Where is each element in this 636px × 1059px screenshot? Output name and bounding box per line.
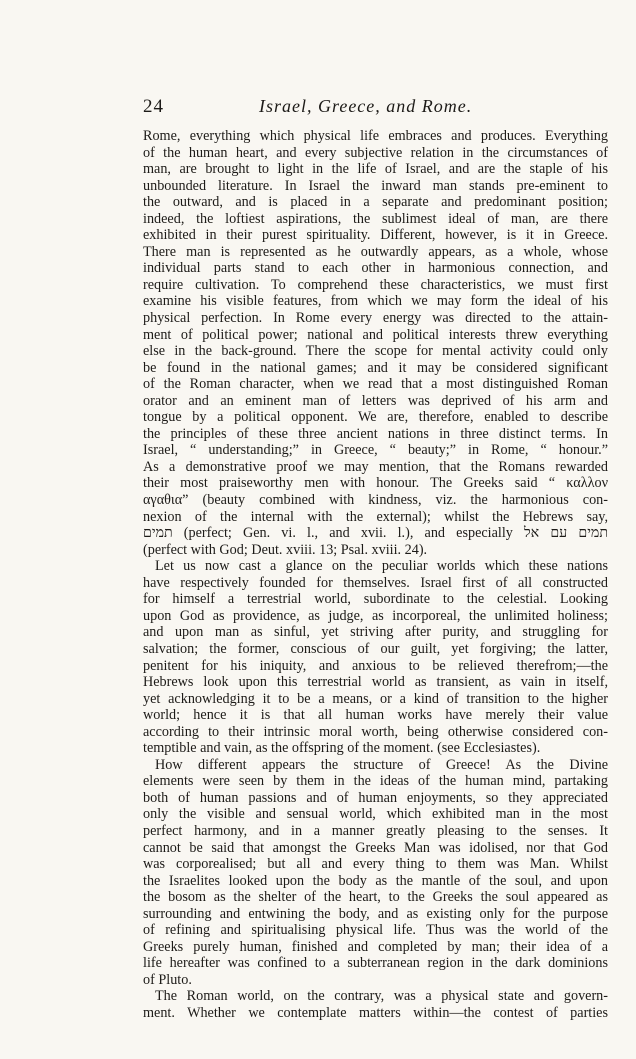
text-line: both of human passions and of human enjoyments, so they appreciated: [143, 789, 608, 806]
text-line: Hebrews look upon this terrestrial world as transient, as vain in itself,: [143, 674, 608, 691]
text-line: be found in the national games; and it may be considered significant: [143, 359, 608, 376]
text-line: according to their intrinsic moral worth, being otherwise considered con-: [143, 723, 608, 740]
text-line: nexion of the internal with the external); whilst the Hebrews say,: [143, 508, 608, 525]
text-line: the bosom as the shelter of the heart, to the Greeks the soul appeared as: [143, 889, 608, 906]
text-line: Greeks purely human, finished and completed by man; their idea of a: [143, 938, 608, 955]
text-line: physical perfection. In Rome every energy was directed to the attain-: [143, 310, 608, 327]
text-line: else in the back-ground. There the scope for mental activity could only: [143, 343, 608, 360]
text-line: orator and an eminent man of letters was deprived of his arm and: [143, 392, 608, 409]
text-line: the Israelites looked upon the body as the mantle of the soul, and upon: [143, 872, 608, 889]
text-line: As a demonstrative proof we may mention, that the Romans rewarded: [143, 458, 608, 475]
text-line: Israel, “ understanding;” in Greece, “ beauty;” in Rome, “ honour.”: [143, 442, 608, 459]
text-line: How different appears the structure of Greece! As the Divine: [155, 756, 608, 773]
text-line: αγαθια” (beauty combined with kindness, viz. the harmonious con-: [143, 492, 608, 509]
text-line: world; hence it is that all human works have merely their value: [143, 707, 608, 724]
text-line: perfect harmony, and in a manner greatly pleasing to the senses. It: [143, 822, 608, 839]
running-head: [143, 96, 593, 118]
text-line: cannot be said that amongst the Greeks Man was idolised, nor that God: [143, 839, 608, 856]
text-line: upon God as providence, as judge, as incorporeal, the unlimited holiness;: [143, 607, 608, 624]
text-line: tongue by a political opponent. We are, therefore, enabled to describe: [143, 409, 608, 426]
text-line: surrounding and entwining the body, and as existing only for the purpose: [143, 905, 608, 922]
text-line: only the visible and sensual world, which exhibited man in the most: [143, 806, 608, 823]
text-line: have respectively founded for themselves. Israel first of all constructed: [143, 574, 608, 591]
text-line: (perfect with God; Deut. xviii. 13; Psal. xviii. 24).: [143, 541, 428, 558]
text-line: ment. Whether we contemplate matters within—the contest of parties: [143, 1004, 608, 1021]
text-line: the principles of these three ancient nations in three distinct terms. In: [143, 425, 608, 442]
text-line: elements were seen by them in the ideas of the human mind, partaking: [143, 773, 608, 790]
text-line: The Roman world, on the contrary, was a physical state and govern-: [155, 988, 608, 1005]
text-line: of the human heart, and every subjective relation in the circumstances of: [143, 144, 608, 161]
text-line: for himself a terrestrial world, subordinate to the celestial. Looking: [143, 591, 608, 608]
text-line: of Pluto.: [143, 971, 192, 988]
running-title: Israel, Greece, and Rome.: [259, 96, 473, 116]
page-number: 24: [143, 96, 164, 117]
text-line: temptible and vain, as the offspring of the moment. (see Ecclesiastes).: [143, 740, 541, 757]
text-line: ment of political power; national and political interests threw everything: [143, 326, 608, 343]
text-line: Let us now cast a glance on the peculiar worlds which these nations: [155, 558, 608, 575]
text-line: was corporealised; but all and every thing to them was Man. Whilst: [143, 856, 608, 873]
text-line: life hereafter was confined to a subterranean region in the dark dominions: [143, 955, 608, 972]
text-line: exhibited in their purest spirituality. Different, however, is it in Greece.: [143, 227, 608, 244]
text-line: examine his visible features, from which we may form the ideal of his: [143, 293, 608, 310]
text-line: Rome, everything which physical life embraces and produces. Everything: [143, 128, 608, 144]
body-text: [143, 128, 608, 1022]
text-line: unbounded literature. In Israel the inward man stands pre-eminent to: [143, 177, 608, 194]
text-line: penitent for his iniquity, and anxious to be relieved therefrom;—the: [143, 657, 608, 674]
text-line: There man is represented as he outwardly appears, as a whole, whose: [143, 243, 608, 260]
text-line: indeed, the loftiest aspirations, the sublimest ideal of man, are there: [143, 210, 608, 227]
text-line: and upon man as sinful, yet striving after purity, and struggling for: [143, 624, 608, 641]
text-line: man, are brought to light in the life of Israel, and are the staple of his: [143, 161, 608, 178]
text-line: require cultivation. To comprehend these characteristics, we must first: [143, 276, 608, 293]
text-line: of refining and spiritualising physical life. Thus was the world of the: [143, 922, 608, 939]
text-line: salvation; the former, conscious of our guilt, yet forgiving; the latter,: [143, 640, 608, 657]
text-line: individual parts stand to each other in harmonious connection, and: [143, 260, 608, 277]
text-line: of the Roman character, when we read that a most distinguished Roman: [143, 376, 608, 393]
text-line: their most praiseworthy men with honour. The Greeks said “ καλλον: [143, 475, 608, 492]
text-line: תמים (perfect; Gen. vi. l., and xvii. l.), and especially תמים עם אל: [143, 525, 608, 542]
text-line: yet acknowledging it to be a means, or a kind of transition to the higher: [143, 690, 608, 707]
text-line: the outward, and is placed in a separate and predominant position;: [143, 194, 608, 211]
